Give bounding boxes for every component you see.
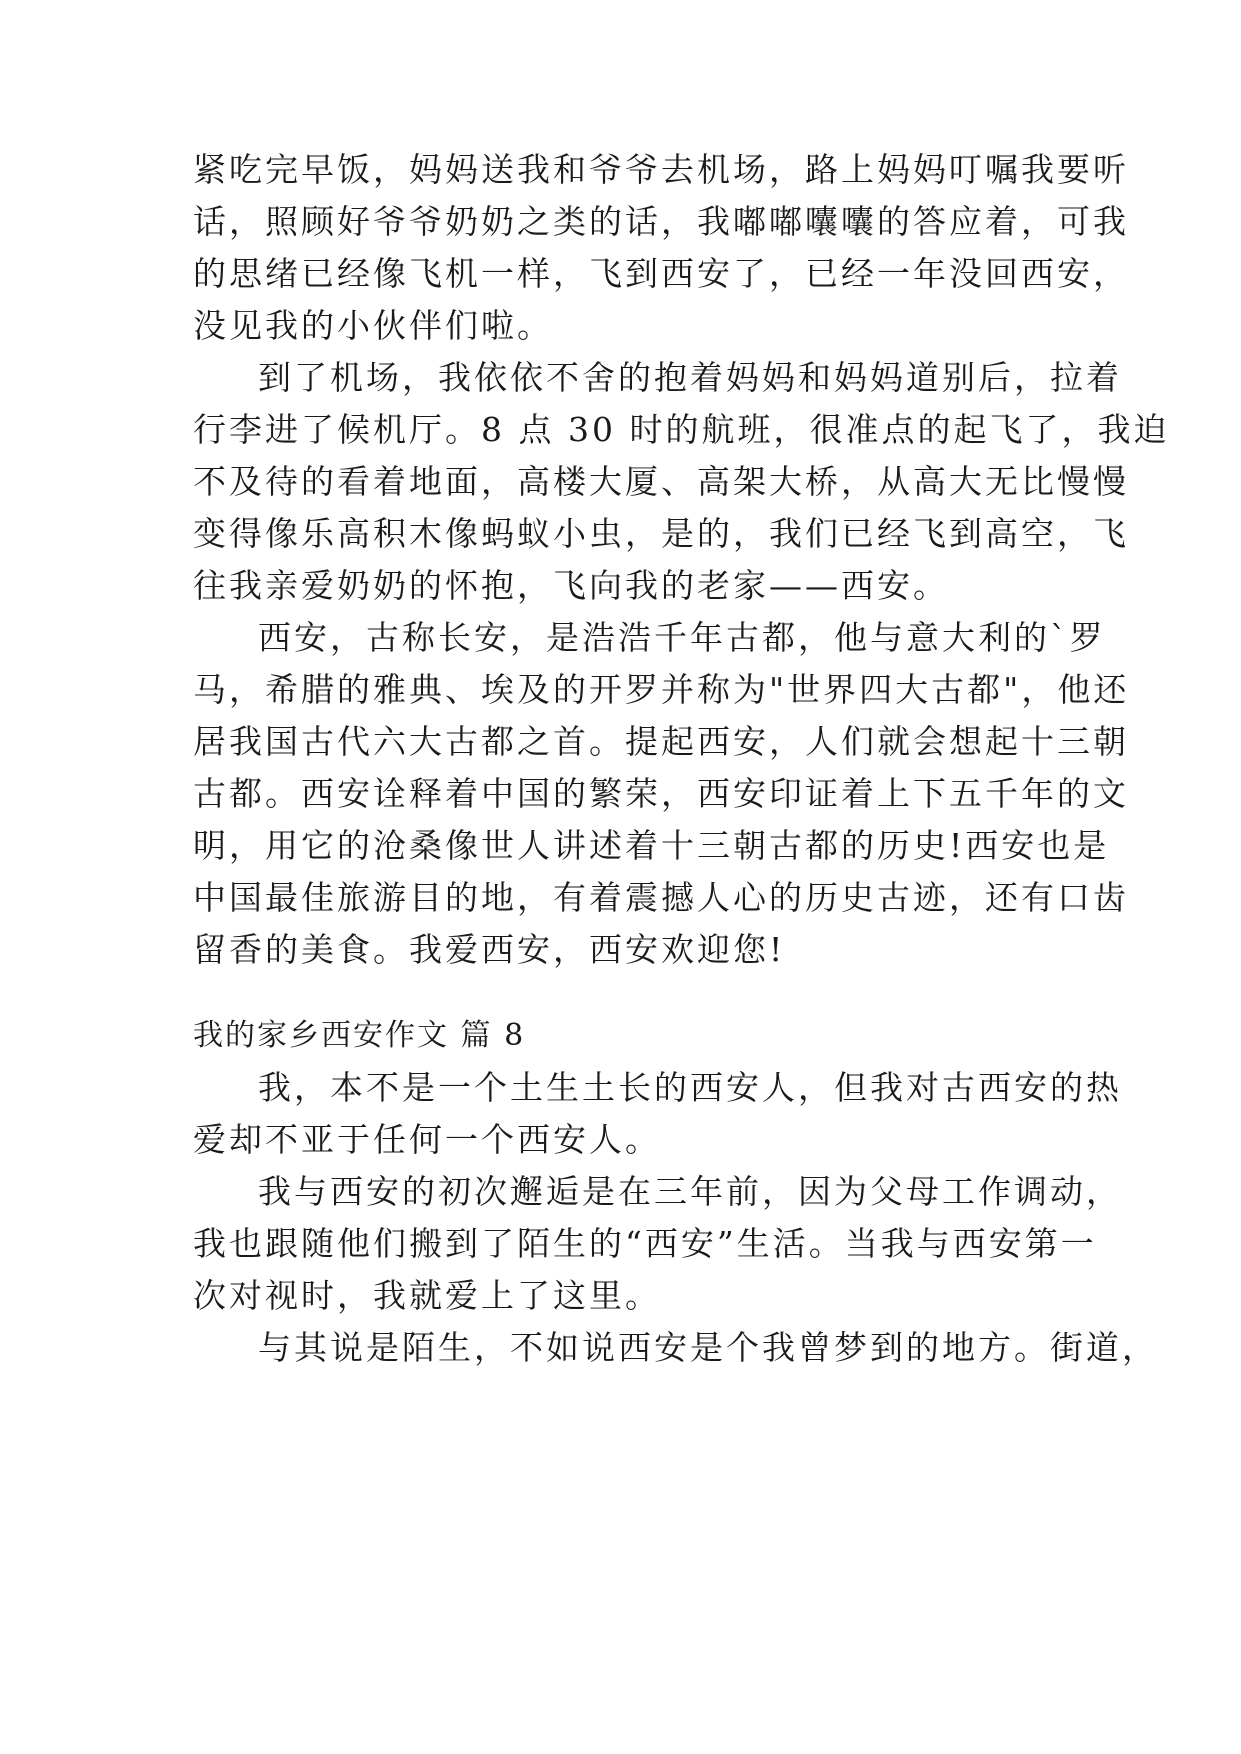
text-line: 没见我的小伙伴们啦。 [193, 306, 553, 345]
text-line: 我，本不是一个土生土长的西安人，但我对古西安的热 [258, 1068, 1122, 1107]
text-line: 马，希腊的雅典、埃及的开罗并称为"世界四大古都"，他还 [193, 670, 1130, 709]
text-line: 留香的美食。我爱西安，西安欢迎您! [193, 930, 786, 969]
text-line: 到了机场，我依依不舍的抱着妈妈和妈妈道别后，拉着 [258, 358, 1122, 397]
text-line: 不及待的看着地面，高楼大厦、高架大桥，从高大无比慢慢 [193, 462, 1129, 501]
text-line: 我也跟随他们搬到了陌生的“西安”生活。当我与西安第一 [193, 1224, 1097, 1263]
text-line: 我与西安的初次邂逅是在三年前，因为父母工作调动， [258, 1172, 1122, 1211]
text-line: 紧吃完早饭，妈妈送我和爷爷去机场，路上妈妈叮嘱我要听 [193, 150, 1129, 189]
text-line: 居我国古代六大古都之首。提起西安，人们就会想起十三朝 [193, 722, 1129, 761]
text-line: 话，照顾好爷爷奶奶之类的话，我嘟嘟囔囔的答应着，可我 [193, 202, 1129, 241]
text-line: 古都。西安诠释着中国的繁荣，西安印证着上下五千年的文 [193, 774, 1129, 813]
text-line: 西安，古称长安，是浩浩千年古都，他与意大利的`罗 [258, 618, 1106, 657]
text-line: 变得像乐高积木像蚂蚁小虫，是的，我们已经飞到高空，飞 [193, 514, 1129, 553]
text-line: 与其说是陌生，不如说西安是个我曾梦到的地方。街道， [258, 1328, 1158, 1367]
section-heading: 我的家乡西安作文 篇 8 [193, 1018, 526, 1053]
text-line: 爱却不亚于任何一个西安人。 [193, 1120, 661, 1159]
text-line: 中国最佳旅游目的地，有着震撼人心的历史古迹，还有口齿 [193, 878, 1129, 917]
text-line: 明，用它的沧桑像世人讲述着十三朝古都的历史!西安也是 [193, 826, 1110, 865]
text-line: 行李进了候机厅。8 点 30 时的航班，很准点的起飞了，我迫 [193, 410, 1170, 449]
text-line: 往我亲爱奶奶的怀抱，飞向我的老家——西安。 [193, 566, 949, 605]
text-line: 次对视时，我就爱上了这里。 [193, 1276, 661, 1315]
text-line: 的思绪已经像飞机一样，飞到西安了，已经一年没回西安， [193, 254, 1129, 293]
